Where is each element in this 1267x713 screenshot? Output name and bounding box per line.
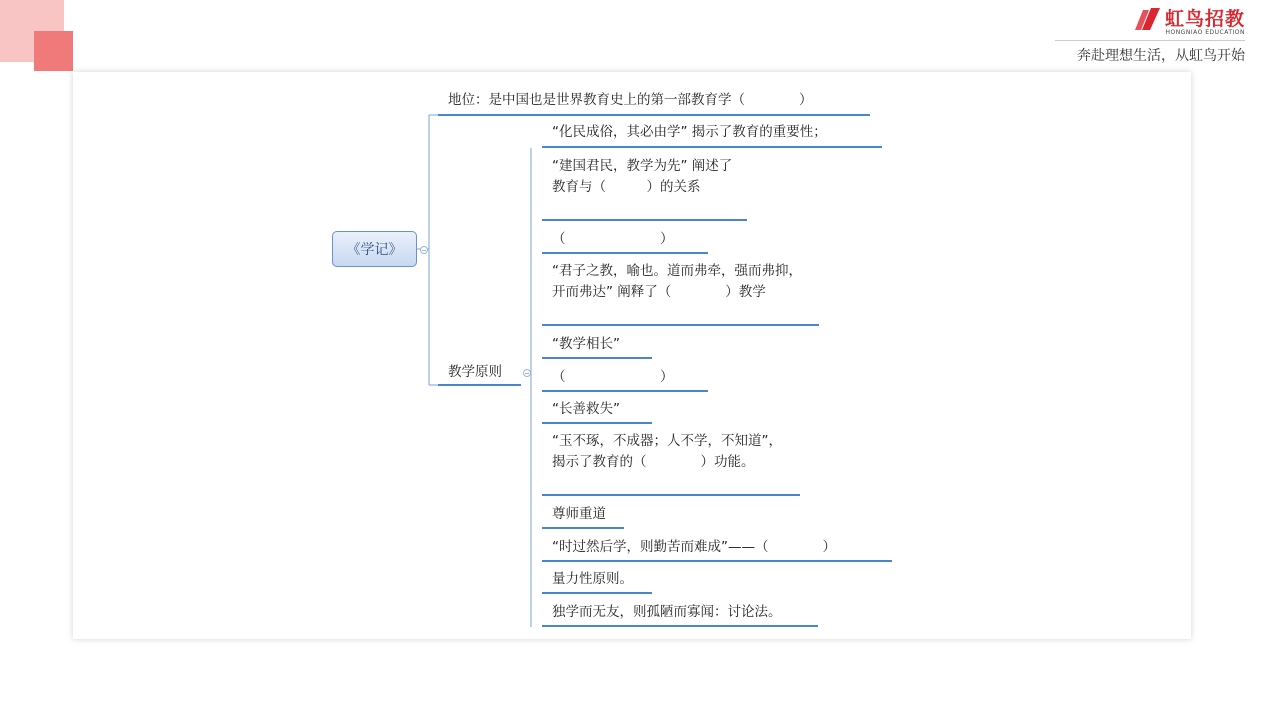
- brand-subtitle: HONGNIAO EDUCATION: [1165, 29, 1245, 36]
- principle-underline-5: [542, 357, 652, 359]
- principle-underline-10: [542, 560, 892, 562]
- root-node[interactable]: 《学记》: [332, 231, 417, 267]
- principle-item-10[interactable]: “时过然后学，则勤苦而难成”——（ ）: [552, 539, 836, 555]
- principle-item-3[interactable]: （ ）: [552, 231, 674, 247]
- principle-item-4[interactable]: “君子之教，喻也。道而弗牵，强而弗抑，开而弗达” 阐释了（ ）教学: [552, 263, 802, 300]
- principle-underline-1: [542, 146, 882, 148]
- branch-node-principles[interactable]: 教学原则: [448, 364, 502, 380]
- principle-underline-8: [542, 494, 800, 496]
- principle-item-12[interactable]: 独学而无友，则孤陋而寡闻：讨论法。: [552, 604, 782, 620]
- principle-item-2[interactable]: “建国君民，教学为先” 阐述了教育与（ ）的关系: [552, 158, 733, 195]
- principle-underline-3: [542, 252, 708, 254]
- principle-underline-12: [542, 625, 818, 627]
- root-collapse-toggle-icon[interactable]: [420, 246, 428, 254]
- principle-item-8[interactable]: “玉不琢，不成器；人不学，不知道”，揭示了教育的（ ）功能。: [552, 433, 782, 470]
- principle-item-9[interactable]: 尊师重道: [552, 506, 606, 522]
- principle-underline-2: [542, 219, 747, 221]
- branch-underline-status: [438, 114, 870, 116]
- branch-underline-principles: [438, 384, 521, 386]
- principle-underline-6: [542, 390, 708, 392]
- principle-underline-7: [542, 422, 652, 424]
- principle-item-7[interactable]: “长善救失”: [552, 401, 620, 417]
- principle-item-6[interactable]: （ ）: [552, 369, 674, 385]
- principle-item-1[interactable]: “化民成俗，其必由学” 揭示了教育的重要性；: [552, 124, 827, 140]
- principle-underline-4: [542, 324, 819, 326]
- principle-item-5[interactable]: “教学相长”: [552, 336, 620, 352]
- principle-item-11[interactable]: 量力性原则。: [552, 571, 633, 587]
- principle-underline-11: [542, 592, 652, 594]
- principle-underline-9: [542, 527, 624, 529]
- brand-name: 虹鸟招教: [1164, 8, 1245, 30]
- brand-slogan: 奔赴理想生活，从虹鸟开始: [1077, 48, 1245, 64]
- branch-node-status[interactable]: 地位：是中国也是世界教育史上的第一部教育学（ ）: [448, 92, 813, 108]
- principles-collapse-toggle-icon[interactable]: [523, 369, 531, 377]
